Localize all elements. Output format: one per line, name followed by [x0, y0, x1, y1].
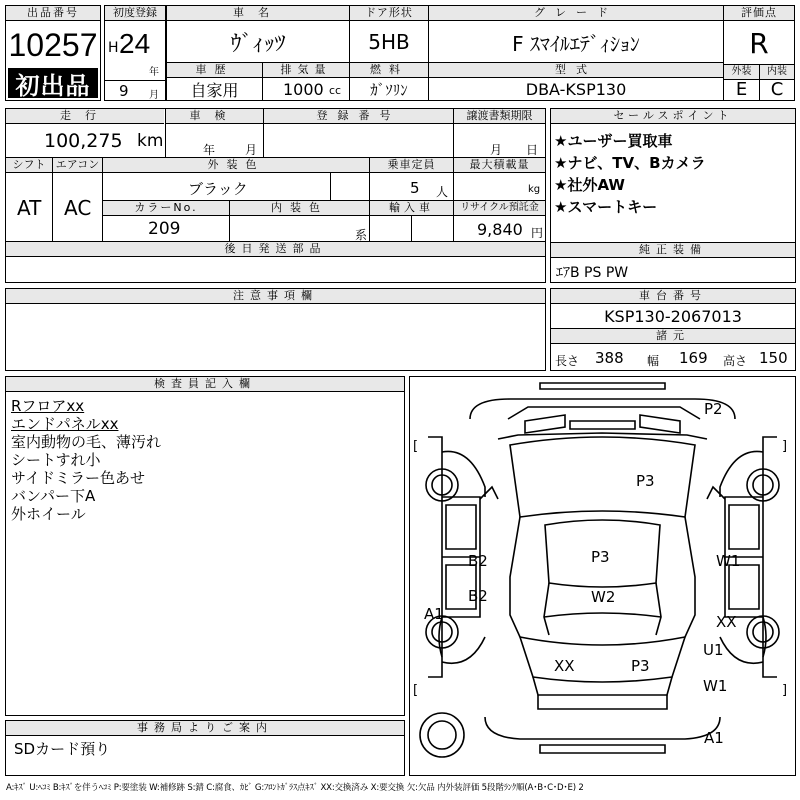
year-unit: 年	[149, 67, 159, 78]
later-parts-cell	[5, 241, 546, 283]
ac-value: AC	[64, 196, 92, 220]
interior-color-label: 内装色	[230, 201, 369, 216]
inspector-line-6: バンパー下A	[11, 487, 96, 505]
history-label: 車歴	[167, 63, 262, 78]
damage-a1-left: A1	[424, 605, 444, 623]
transfer-day-unit: 日	[526, 143, 539, 157]
inspector-line-2: エンドパネルxx	[11, 415, 119, 433]
notes-label: 注意事項欄	[6, 289, 545, 304]
later-parts-label: 後日発送部品	[6, 242, 545, 257]
lot-cell	[5, 5, 101, 101]
import-label: 輸入車	[370, 201, 453, 216]
car-name-value: ｳﾞｨｯﾂ	[230, 31, 286, 57]
legend-text: A:ｷｽﾞ U:ﾍｺﾐ B:ｷｽﾞを伴うﾍｺﾐ P:要塗装 W:補修跡 S:錆 C:腐食、ｶﾋﾞ G:ﾌﾛﾝﾄｶﾞﾗｽ点ｷｽﾞ XX:交換済み X:要交換 欠:欠品 内外装評価 5段階ﾗﾝｸ順(A･B･C･D･E) 2	[6, 783, 584, 793]
recycle-unit: 円	[531, 226, 544, 240]
inspection-year-unit: 年	[203, 143, 216, 157]
damage-w1-rear: W1	[703, 677, 728, 695]
displacement-value: 1000	[283, 80, 324, 99]
history-cell	[166, 62, 263, 101]
model-value: DBA-KSP130	[525, 79, 627, 99]
door-value: 5HB	[368, 30, 410, 54]
reg-no-label: 登録番号	[264, 109, 453, 124]
equipment-value: ｴｱB PS PW	[556, 265, 629, 281]
inspection-label: 車検	[166, 109, 263, 124]
mileage-unit: km	[137, 131, 164, 151]
damage-xx-right: XX	[716, 613, 737, 631]
length-value: 388	[595, 349, 624, 367]
width-label: 幅	[647, 354, 660, 368]
car-name-cell	[166, 5, 350, 63]
fuel-cell	[349, 62, 429, 101]
damage-w2: W2	[591, 588, 616, 606]
color-label: 外装色	[103, 158, 369, 173]
damage-p3-bottom: P3	[631, 657, 650, 675]
interior-color-unit: 系	[355, 228, 368, 242]
chassis-value: KSP130-2067013	[604, 306, 742, 326]
history-value: 自家用	[190, 80, 239, 100]
damage-p3-roof: P3	[636, 472, 655, 490]
sales-points-cell	[550, 108, 796, 243]
lot-label: 出品番号	[6, 6, 100, 21]
inspector-line-1: Rフロアxx	[11, 397, 85, 415]
grade-label: グレード	[429, 6, 723, 21]
first-reg-label: 初度登録	[105, 6, 165, 21]
color-value: ブラック	[188, 180, 248, 198]
dims-label: 諸元	[551, 329, 795, 344]
inspector-line-7: 外ホイール	[11, 505, 86, 523]
car-outline-svg	[410, 377, 795, 775]
damage-u1: U1	[703, 641, 724, 659]
int-score-value: C	[770, 79, 784, 100]
color-no-value: 209	[148, 219, 181, 239]
equipment-label: 純正装備	[551, 243, 795, 258]
car-damage-diagram	[409, 376, 796, 776]
ext-score-value: E	[735, 79, 748, 100]
inspector-cell	[5, 376, 405, 716]
bracket-left-top: [	[413, 439, 419, 454]
chassis-label: 車台番号	[551, 289, 795, 304]
inspector-line-4: シートすれ小	[11, 451, 101, 469]
era-letter: H	[108, 40, 119, 56]
model-label: 型式	[429, 63, 723, 78]
month-unit: 月	[149, 90, 159, 101]
fuel-value: ｶﾞｿﾘﾝ	[370, 80, 408, 99]
score-value: R	[749, 26, 769, 60]
ac-label: エアコン	[53, 158, 102, 173]
height-label: 高さ	[723, 354, 748, 368]
mileage-label: 走行	[6, 109, 164, 124]
shift-label: シフト	[6, 158, 52, 173]
office-cell	[5, 720, 405, 776]
color-no-label: カラーNo.	[103, 201, 229, 216]
inspector-label: 検査員記入欄	[6, 377, 404, 392]
recycle-label: リサイクル預託金	[454, 201, 545, 216]
office-value: SDカード預り	[14, 740, 111, 758]
bracket-left-bottom: [	[413, 683, 419, 698]
first-listing-badge: 初出品	[8, 68, 98, 98]
sales-point-2: ★ナビ、TV、Bカメラ	[554, 154, 706, 172]
max-load-unit: kg	[528, 184, 541, 195]
recycle-value: 9,840	[477, 220, 523, 239]
vehicle-info-block	[5, 108, 546, 242]
height-value: 150	[759, 349, 788, 367]
damage-b2-front: B2	[468, 552, 488, 570]
shift-value: AT	[17, 196, 42, 220]
damage-b2-rear: B2	[468, 587, 488, 605]
int-score-label: 内装	[760, 65, 794, 80]
damage-p2: P2	[704, 400, 723, 418]
inspector-line-5: サイドミラー色あせ	[11, 469, 145, 487]
door-label: ドア形状	[350, 6, 428, 21]
displacement-unit: cc	[329, 84, 342, 97]
transfer-label: 譲渡書類期限	[454, 109, 545, 124]
sales-point-3: ★社外AW	[554, 176, 625, 194]
displacement-label: 排気量	[263, 63, 349, 78]
chassis-cell	[550, 288, 796, 371]
capacity-value: 5	[410, 179, 420, 197]
fuel-label: 燃料	[350, 63, 428, 78]
first-registration-cell	[104, 5, 166, 101]
inspector-line-3: 室内動物の毛、薄汚れ	[11, 433, 162, 451]
score-cell	[723, 5, 795, 101]
transfer-month-unit: 月	[490, 143, 503, 157]
displacement-cell	[262, 62, 350, 101]
sales-points-label: セールスポイント	[551, 109, 795, 124]
office-label: 事務局よりご案内	[6, 721, 404, 736]
sales-point-4: ★スマートキー	[554, 198, 658, 216]
damage-w1-front: W1	[716, 552, 741, 570]
notes-cell	[5, 288, 546, 371]
capacity-label: 乗車定員	[370, 158, 453, 173]
bracket-right-top: ]	[782, 439, 788, 454]
door-cell	[349, 5, 429, 63]
equipment-cell	[550, 242, 796, 283]
damage-p3-door: P3	[591, 548, 610, 566]
grade-value: F ｽﾏｲﾙｴﾃﾞｨｼｮﾝ	[512, 31, 640, 56]
inspection-month-unit: 月	[245, 143, 258, 157]
car-name-label: 車名	[167, 6, 349, 21]
model-cell	[428, 62, 724, 101]
lot-number: 10257	[8, 26, 98, 63]
sales-point-1: ★ユーザー買取車	[554, 132, 673, 150]
reg-month: 9	[119, 82, 129, 100]
width-value: 169	[679, 349, 708, 367]
mileage-value: 100,275	[44, 130, 123, 152]
max-load-label: 最大積載量	[454, 158, 545, 173]
damage-xx-bottom: XX	[554, 657, 575, 675]
bracket-right-bottom: ]	[782, 683, 788, 698]
damage-a1-bottom: A1	[704, 729, 724, 747]
capacity-unit: 人	[436, 185, 449, 199]
reg-year: 24	[119, 28, 151, 59]
score-label: 評価点	[724, 6, 794, 21]
length-label: 長さ	[555, 354, 580, 368]
grade-cell	[428, 5, 724, 63]
ext-score-label: 外装	[724, 65, 759, 80]
